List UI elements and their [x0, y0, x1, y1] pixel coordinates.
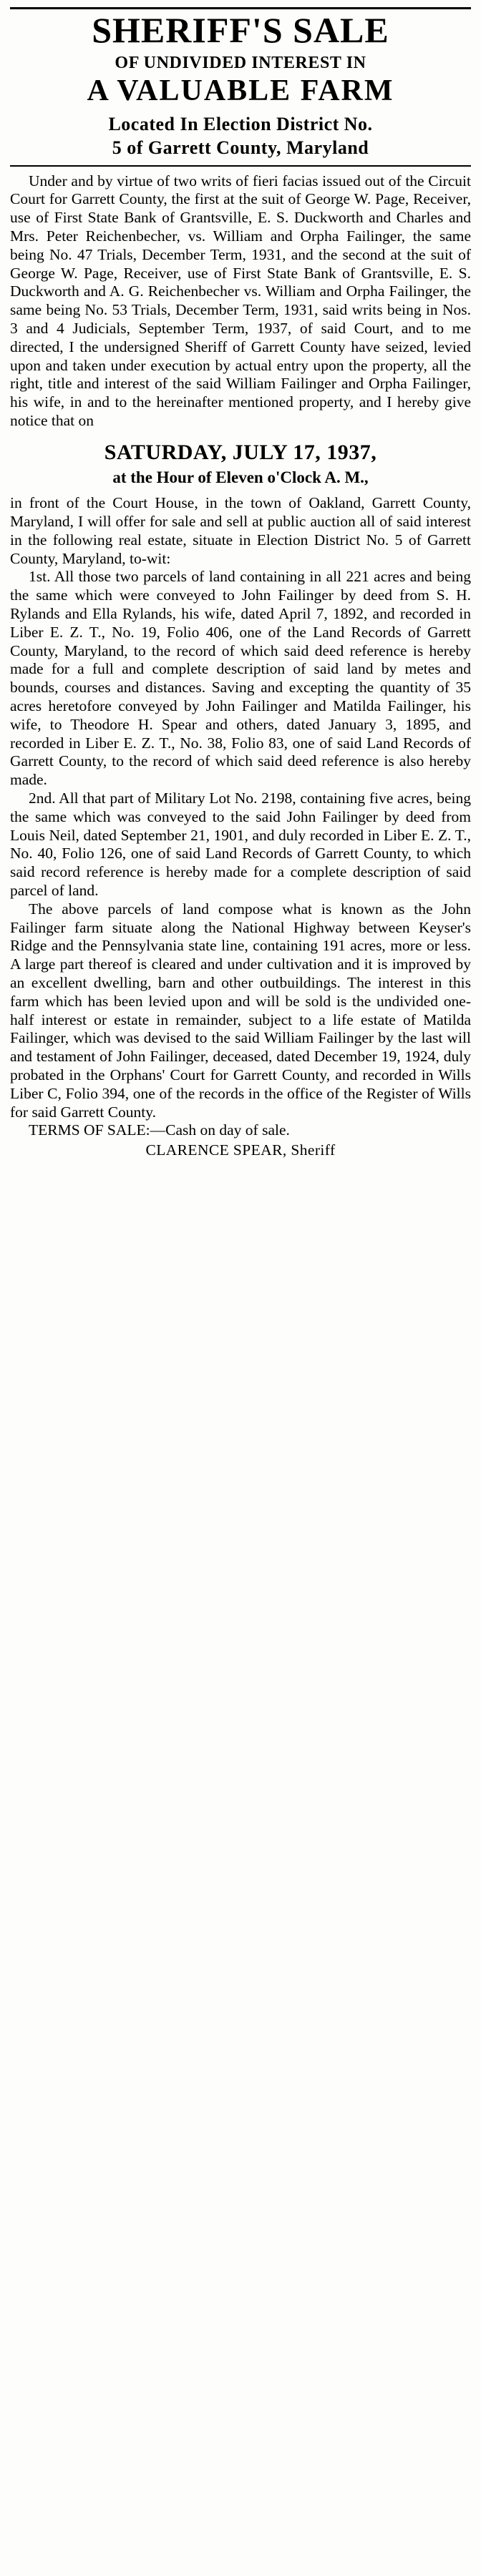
sale-date: SATURDAY, JULY 17, 1937, — [104, 440, 377, 464]
subtitle-undivided-interest: OF UNDIVIDED INTEREST IN — [115, 54, 366, 72]
paragraph-parcel-second: 2nd. All that part of Military Lot No. 2198, containing five acres, being the same which was conveyed to the said John Failinger by deed from Louis Neil, dated September 21, 1901, and duly recorded in Liber E. Z. T., No. 40, Folio 126, one of said Land Records of Garrett County, to which said record reference is hereby made for a complete description of said parcel of land. — [10, 789, 471, 899]
sale-hour: at the Hour of Eleven o'Clock A. M., — [112, 468, 369, 486]
advertisement-body — [10, 172, 471, 1160]
paragraph-farm-description: The above parcels of land compose what is known as the John Failinger farm situate along the National Highway between Keyser's Ridge and the Pennsylvania state line, containing 191 acres, more or less. A large part thereof is cleared and under cultivation and it is improved by an excellent dwelling, barn and other outbuildings. The interest in this farm which has been levied upon and will be sold is the undivided one-half interest or estate in remainder, subject to a life estate of Matilda Failinger, which was devised to the said William Failinger by the last will and testament of John Failinger, deceased, dated December 19, 1924, duly probated in the Orphans' Court for Garrett County, and recorded in Wills Liber C, Folio 394, one of the records in the office of the Register of Wills for said Garrett County. — [10, 900, 471, 1121]
paragraph-parcel-first: 1st. All those two parcels of land containing in all 221 acres and being the same which were conveyed to John Failinger by deed from S. H. Rylands and Ella Rylands, his wife, dated April 7, 1892, and recorded in Liber E. Z. T., No. 19, Folio 406, one of the Land Records of Garrett County, Maryland, to the record of which said deed reference is hereby made for a full and complete description of said land by metes and bounds, courses and distances. Saving and excepting the quantity of 35 acres heretofore conveyed by John Failinger and Matilda Failinger, his wife, to Theodore H. Spear and others, dated January 3, 1895, and recorded in Liber E. Z. T., No. 38, Folio 83, one of said Land Records of Garrett County, to the record of which said deed reference is also hereby made. — [10, 568, 471, 789]
top-border-rule — [10, 7, 471, 9]
paragraph-writs-of-fieri-facias: Under and by virtue of two writs of fieri facias issued out of the Circuit Court for Garrett County, the first at the suit of George W. Page, Receiver, use of First State Bank of Grantsville, E. S. Duckworth and Charles and Mrs. Peter Reichenbecher, vs. William and Orpha Failinger, the same being No. 47 Trials, December Term, 1931, and the second at the suit of George W. Page, Receiver, use of First State Bank of Grantsville, E. S. Duckworth and A. G. Reichenbecher vs. William and Orpha Failinger, the same being No. 53 Trials, December Term, 1931, said writs being in Nos. 3 and 4 Judicials, September Term, 1937, of said Court, and to me directed, I the undersigned Sheriff of Garrett County have seized, levied upon and taken under execution by actual entry upon the property, all the right, title and interest of the said William Failinger and Orpha Failinger, his wife, in and to the hereinafter mentioned property, and I hereby give notice that on — [10, 172, 471, 429]
location-line-1: Located In Election District No. — [108, 114, 373, 135]
terms-of-sale: TERMS OF SALE:—Cash on day of sale. — [29, 1121, 290, 1139]
page-title: SHERIFF'S SALE — [92, 10, 389, 50]
paragraph-auction-location: in front of the Court House, in the town of Oakland, Garrett County, Maryland, I will offer for sale and sell at public auction all of said interest in the following real estate, situate in Election District No. 5 of Garrett County, Maryland, to-wit: — [10, 494, 471, 567]
subtitle-valuable-farm: A VALUABLE FARM — [87, 74, 394, 108]
headline-divider-rule — [10, 165, 471, 167]
location-line-2: 5 of Garrett County, Maryland — [112, 137, 369, 158]
sheriff-signature: CLARENCE SPEAR, Sheriff — [145, 1141, 336, 1159]
